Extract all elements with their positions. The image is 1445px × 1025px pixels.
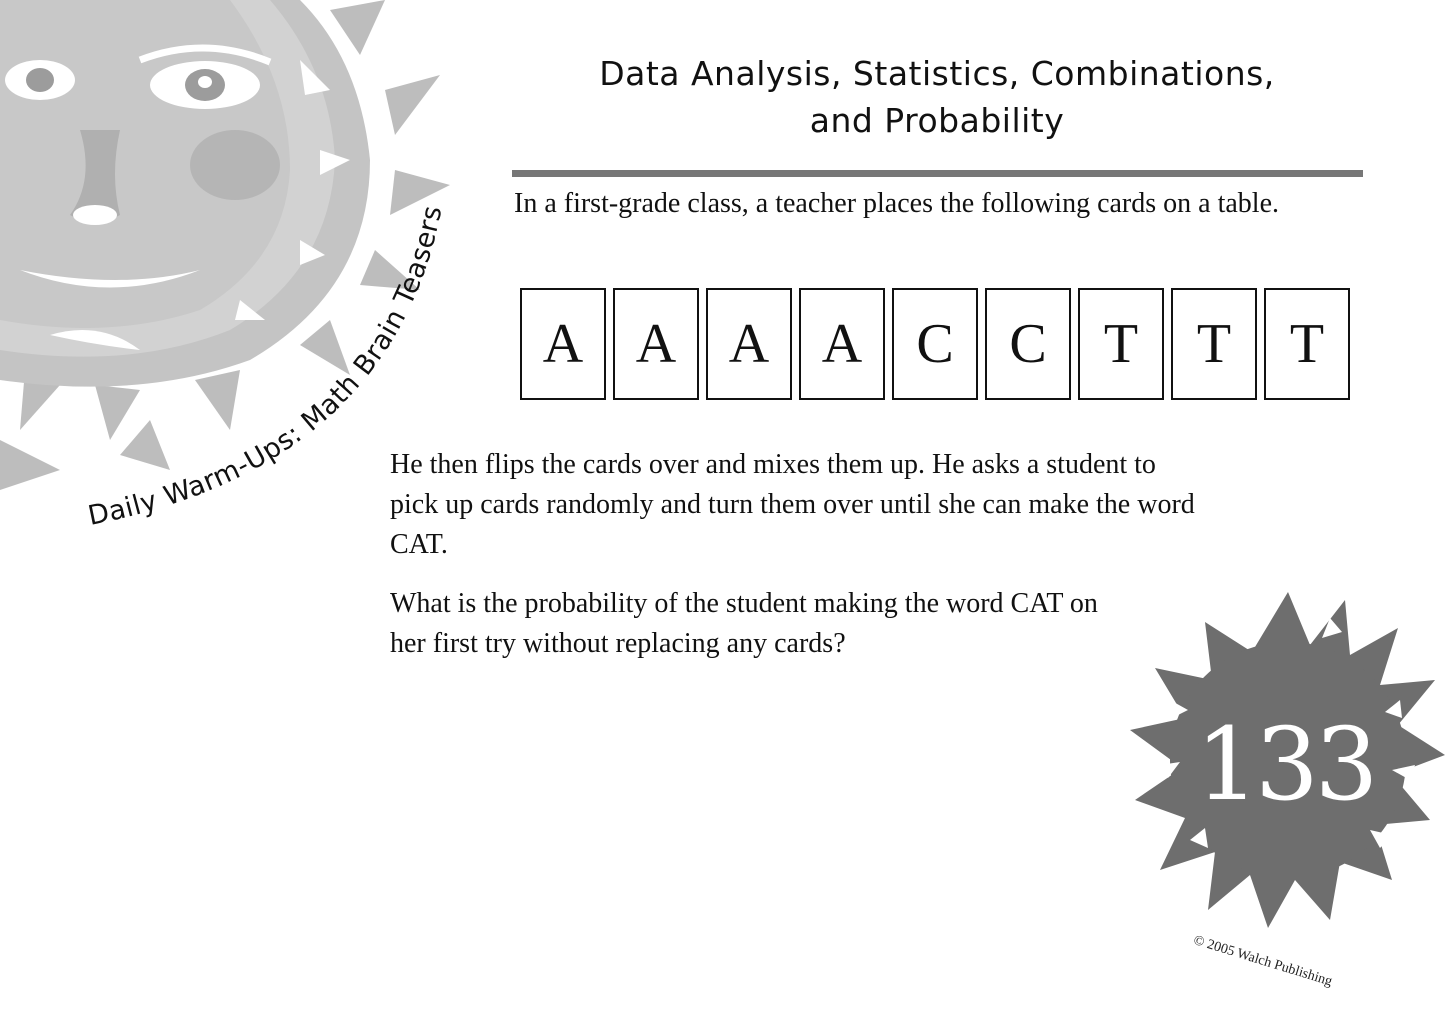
letter-card: A [520,288,606,400]
letter-card: T [1078,288,1164,400]
series-title: Daily Warm-Ups: Math Brain Teasers [85,202,449,532]
title-divider [512,170,1363,177]
letter-cards [520,288,1350,400]
letter-card: A [613,288,699,400]
intro-text: In a first-grade class, a teacher places the following cards on a table. [514,188,1279,219]
title-line-2: and Probability [809,101,1065,140]
page-number: 133 [1195,706,1375,823]
problem-paragraph: He then flips the cards over and mixes them up. He asks a student to pick up cards randomly and turn them over until she can make the word CAT. [390,449,1195,560]
letter-card: A [706,288,792,400]
letter-card: C [892,288,978,400]
page-title [512,50,1362,144]
letter-card: T [1171,288,1257,400]
copyright-notice: © 2005 Walch Publishing [1191,933,1334,990]
letter-card: C [985,288,1071,400]
question-paragraph: What is the probability of the student making the word CAT on her first try without replacing any cards? [390,588,1098,659]
title-line-1: Data Analysis, Statistics, Combinations, [599,54,1275,93]
letter-card: T [1264,288,1350,400]
letter-card: A [799,288,885,400]
